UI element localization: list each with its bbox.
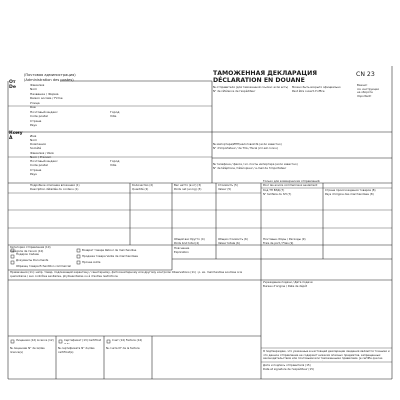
sender-postcode-label-fr: Code postal xyxy=(30,114,48,118)
may-be-opened-label: Можно быть вскрыто официально Peut être ouvert d'office xyxy=(292,86,341,93)
sender-label-fr: (Administration des postes) xyxy=(24,78,74,82)
recipient-address-label-fr: Nom / Prénom xyxy=(30,155,52,159)
sender-company-label: Название / Фирма xyxy=(30,92,59,96)
recipient-heading: Кому À xyxy=(9,131,23,142)
hs-code-header: Код ТН ВЭД (7) N° tarifaire du SH (7) xyxy=(263,189,292,196)
sender-street-label-fr: Rue xyxy=(30,105,36,109)
recipient-address-label: Фамилия / Имя xyxy=(30,151,54,155)
licence-option: Лицензия (12) Licence (12) xyxy=(16,339,54,342)
sender-name-label: Фамилия xyxy=(30,83,45,87)
sender-signature-label: Дата и подпись отправителя (15) Date et signature de l'expéditeur (15) xyxy=(263,364,314,371)
certification-text: Я подтверждаю, что указанные в настоящей декларации сведения являются точными и что данное отправление не содержит никаких опасных предметов, запрещенных законодательством или почтовыми или таможенными правилами. Je certifie que les xyxy=(263,350,390,360)
certificate-option: Сертификат (13) Certificat (13) xyxy=(64,339,101,344)
sender-heading: От De xyxy=(9,80,16,91)
category-explanation-label: Пояснение Explication xyxy=(174,247,190,254)
form-code: CN 23 xyxy=(356,71,375,78)
description-header: Подробное описание вложения (1) Description détaillée du contenu (1) xyxy=(30,184,80,191)
recipient-name-label-fr: Nom xyxy=(30,138,38,142)
category-other: Прочее Autre xyxy=(82,261,101,264)
form-title-fr: DÉCLARATION EN DOUANE xyxy=(213,77,305,84)
recipient-country-label-fr: Pays xyxy=(30,172,37,176)
sender-label-ru: (Почтовая администрация) xyxy=(24,73,76,77)
quantity-header: Количество (2) Quantité (2) xyxy=(132,184,154,191)
recipient-name-label: Имя xyxy=(30,134,37,138)
sender-reference-label: № отправителя (для таможенной ссылки: если есть) N° de référence de l'expéditeur xyxy=(213,86,288,93)
category-sample: Образец товара Échantillon commercial xyxy=(16,265,71,268)
important-note-label: Важно! см. инструкции на обороте Important! xyxy=(357,84,380,98)
recipient-company-label-fr: Société xyxy=(30,146,42,150)
value-header: Стоимость (5) Valeur (5) xyxy=(218,184,238,191)
net-weight-header: Вес нетто (в кг) (3) Poids net (en kg) (3) xyxy=(174,184,202,191)
category-documents: Документы Documents xyxy=(16,259,49,262)
recipient-postcode-label: Почтовый индекс xyxy=(30,159,58,163)
sender-country-label: Страна xyxy=(30,119,42,123)
recipient-company-label: Компания xyxy=(30,142,46,146)
sender-city-label-fr: Ville xyxy=(110,114,117,118)
category-heading: Категория отправления (10) Catégorie de l'envoi (10) xyxy=(10,246,51,253)
recipient-city-label: Город xyxy=(110,159,120,163)
certificate-number-label: № сертификата N° du/des certificat(s) xyxy=(58,347,95,354)
recipient-city-label-fr: Ville xyxy=(110,163,117,167)
sender-country-label-fr: Pays xyxy=(30,123,37,127)
sender-company-label-fr: Raison sociale / Firme xyxy=(30,96,63,100)
importer-ids-label: № импортера/ИНН/налоговой № (если известно) N° d'importateur / de TVA / fiscal (s'il est connu) xyxy=(213,143,282,150)
recipient-postcode-label-fr: Code postal xyxy=(30,163,48,167)
importer-contact-label: № телефона / факса / эл. почты импортера (если известно) N° de téléphone / télécopieur / e-mail de l'importateur xyxy=(213,163,298,170)
sender-postcode-label: Почтовый индекс xyxy=(30,110,58,114)
frame-lines xyxy=(8,66,392,379)
total-value-label: Общая стоимость (6) Valeur totale (6) xyxy=(218,238,248,245)
category-return: Возврат товара Retour de marchandise xyxy=(82,249,137,252)
invoice-number-label: № счета N° de la facture xyxy=(106,347,140,350)
postage-label: Почтовые сборы / Расходы (9) Frais de port / Frais (9) xyxy=(263,238,306,245)
sender-city-label: Город xyxy=(110,110,120,114)
category-sale: Продажа товара Vente de marchandises xyxy=(82,255,138,258)
remarks-label: Примечания (11): напр. товар, подлежащий карантину / санитарному, фитосанитарному или другому контролю Observations (11) : p. ex. marchandise soumise à la quarantaine / aux contrôles sanitaires, phytosanitaires ou à d'autres restrictions xyxy=(10,271,242,278)
category-gift: Подарок Cadeau xyxy=(16,253,40,256)
origin-country-header: Страна происхождения товаров (8) Pays d'origine des marchandises (8) xyxy=(325,189,376,196)
recipient-country-label: Страна xyxy=(30,168,42,172)
licence-number-label: № лицензии N° de la/des licence(s) xyxy=(10,347,45,354)
office-of-origin-label: Учреждение подачи / Дата подачи Bureau d'origine / Date de dépôt xyxy=(263,281,313,288)
gross-weight-label: Общий вес брутто (4) Poids brut total (4) xyxy=(174,238,205,245)
commercial-only-header: Только для коммерческих отправлений Pour les envois commerciaux seulement xyxy=(263,180,320,187)
sender-name-label-fr: Nom xyxy=(30,87,38,91)
invoice-option: Счет (14) Facture (14) xyxy=(112,339,143,342)
sender-street-label: Улица xyxy=(30,101,40,105)
form-title-ru: ТАМОЖЕННАЯ ДЕКЛАРАЦИЯ xyxy=(213,70,318,77)
